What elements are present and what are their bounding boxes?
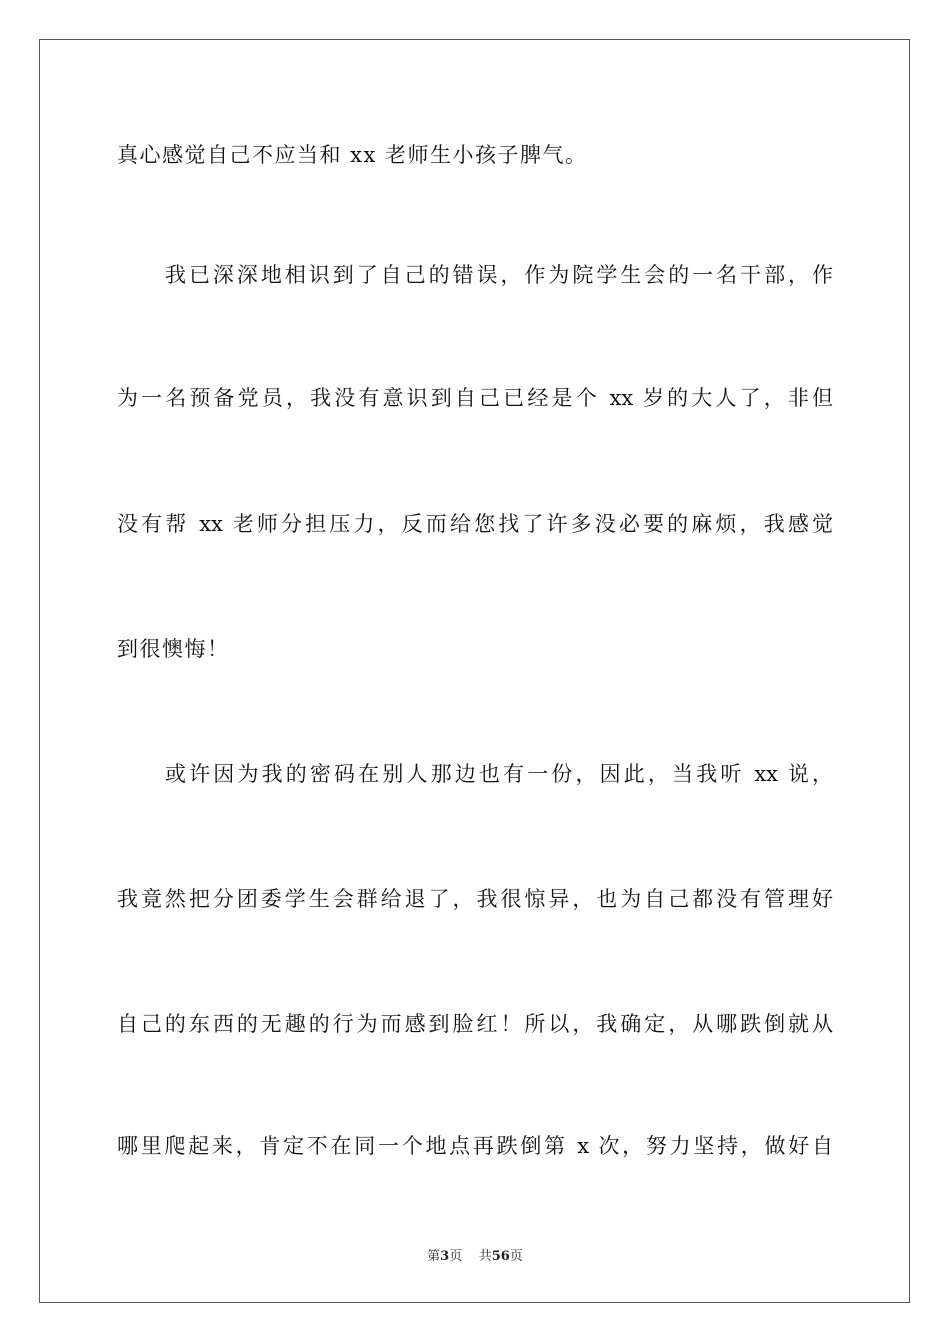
footer-total-pages: 56 (491, 1249, 510, 1264)
body-line-4: 没有帮 xx 老师分担压力，反而给您找了许多没必要的麻烦，我感觉 (117, 512, 833, 536)
footer-page-suffix: 页 (449, 1249, 463, 1264)
body-line-9: 哪里爬起来，肯定不在同一个地点再跌倒第 x 次，努力坚持，做好自 (117, 1134, 833, 1158)
body-line-3: 为一名预备党员，我没有意识到自己已经是个 xx 岁的大人了，非但 (117, 386, 833, 410)
body-line-7: 我竟然把分团委学生会群给退了，我很惊异，也为自己都没有管理好 (117, 887, 833, 911)
footer-page-number: 3 (440, 1249, 450, 1264)
page-footer (0, 1248, 950, 1266)
footer-page-prefix: 第 (427, 1249, 441, 1264)
footer-total-suffix: 页 (509, 1249, 523, 1264)
footer-total-prefix: 共 (478, 1249, 492, 1264)
body-line-1: 真心感觉自己不应当和 xx 老师生小孩子脾气。 (117, 143, 588, 167)
body-line-5: 到很懊悔！ (117, 637, 230, 661)
body-line-6-paragraph-start: 或许因为我的密码在别人那边也有一份，因此，当我听 xx 说， (165, 762, 833, 786)
body-line-8: 自己的东西的无趣的行为而感到脸红！所以，我确定，从哪跌倒就从 (117, 1012, 833, 1036)
page-border (39, 39, 910, 1303)
body-line-2-paragraph-start: 我已深深地相识到了自己的错误，作为院学生会的一名干部，作 (165, 263, 833, 287)
